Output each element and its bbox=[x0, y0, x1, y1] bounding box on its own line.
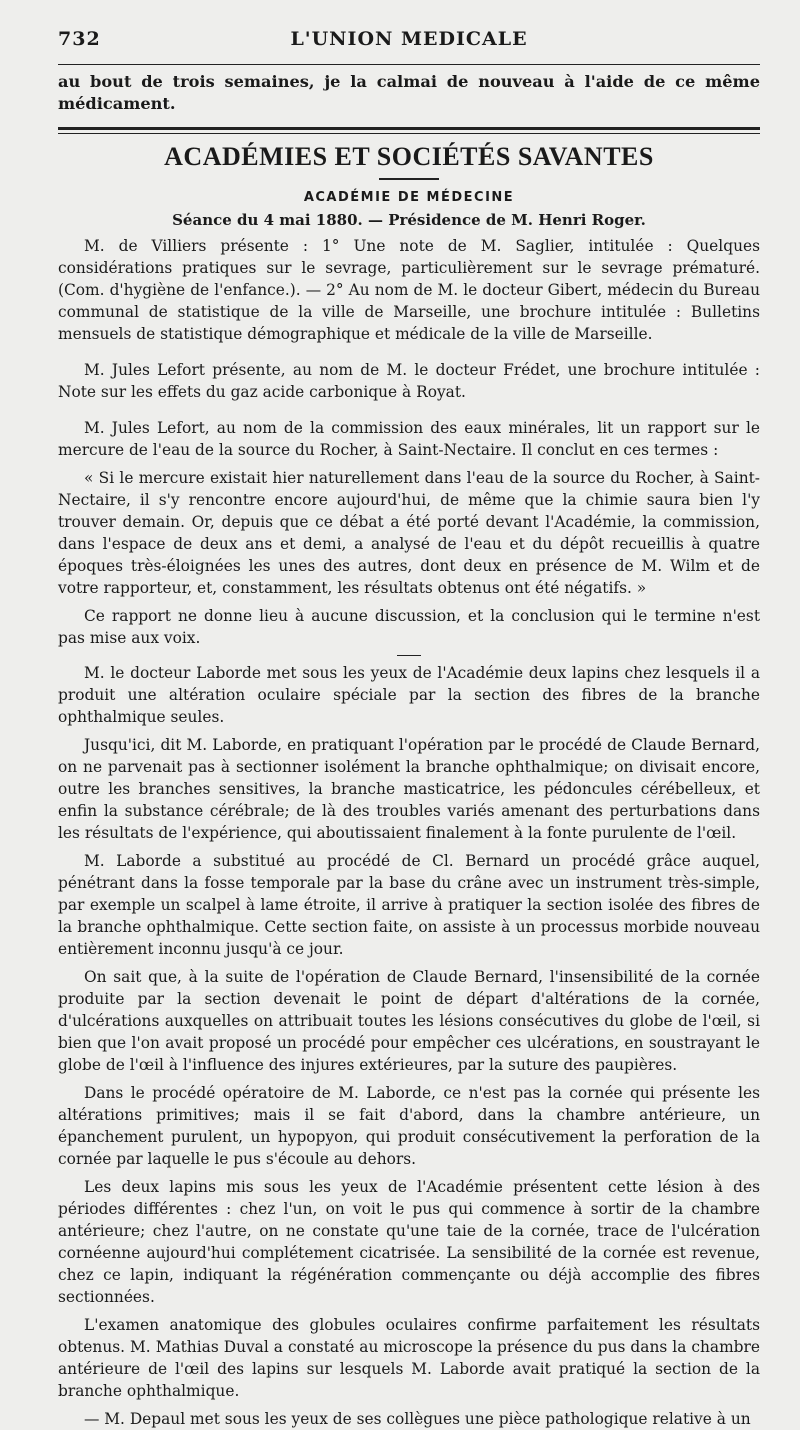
paragraph-laborde-jusqua: Jusqu'ici, dit M. Laborde, en pratiquant l'opération par le procédé de Claude Bernard, on ne parvenait pas à sectionner isolément la branche ophthalmique; on divisait encore, outre les branches sensitives, la branche masticatrice, les pédoncules cérébelleux, et enfin la substance cérébrale; de là des troubles variés amenant des perturbations dans les résultats de l'expérience, qui aboutissaient finalement à la fonte purulente de l'œil. bbox=[58, 736, 760, 842]
title-rule bbox=[379, 178, 439, 180]
paragraph-lefort-rapport: M. Jules Lefort, au nom de la commission des eaux minérales, lit un rapport sur le mercure de l'eau de la source du Rocher, à Saint-Nectaire. Il conclut en ces termes : bbox=[58, 419, 760, 459]
paragraph-deux-lapins: Les deux lapins mis sous les yeux de l'Académie présentent cette lésion à des périodes différentes : chez l'un, on voit le pus qui commence à sortir de la chambre antérieure; chez l'autre, on ne constate qu'une taie de la cornée, trace de l'ulcération cornéenne aujourd'hui complétement cicatrisée. La sensibilité de la cornée est revenue, chez ce lapin, indiquant la régénération commençante ou déjà accomplie des fibres sectionnées. bbox=[58, 1178, 760, 1306]
paragraph-separator bbox=[397, 655, 421, 656]
carry-over-text: au bout de trois semaines, je la calmai de nouveau à l'aide de ce même médicament. bbox=[58, 72, 760, 113]
paragraph-examen: L'examen anatomique des globules oculaires confirme parfaitement les résultats obtenus. M. Mathias Duval a constaté au microscope la présence du pus dans la chambre antérieure de l'œil des lapins sur lesquels M. Laborde avait pratiqué la section de la branche ophthalmique. bbox=[58, 1316, 760, 1400]
section-divider bbox=[58, 127, 760, 134]
spacer bbox=[58, 345, 760, 353]
journal-title: L'UNION MEDICALE bbox=[290, 28, 528, 50]
paragraph-laborde-intro: M. le docteur Laborde met sous les yeux de l'Académie deux lapins chez lesquels il a produit une altération oculaire spéciale par la section des fibres de la branche ophthalmique seules. bbox=[58, 664, 760, 726]
paragraph-depaul: — M. Depaul met sous les yeux de ses collègues une pièce pathologique relative à un bbox=[84, 1410, 751, 1428]
spacer bbox=[58, 403, 760, 411]
academy-subtitle: ACADÉMIE DE MÉDECINE bbox=[303, 190, 515, 205]
paragraph-conclusion: Ce rapport ne donne lieu à aucune discussion, et la conclusion qui le termine n'est pas mise aux voix. bbox=[58, 607, 760, 647]
paragraph-laborde-procede: M. Laborde a substitué au procédé de Cl. Bernard un procédé grâce auquel, pénétrant dans la fosse temporale par la base du crâne avec un instrument très-simple, par exemple un scalpel à lame étroite, il arrive à pratiquer la section isolée des fibres de la branche ophthalmique. Cette section faite, on assiste à un processus morbide nouveau entièrement inconnu jusqu'à ce jour. bbox=[58, 852, 760, 958]
paragraph-villiers: M. de Villiers présente : 1° Une note de M. Saglier, intitulée : Quelques considérations pratiques sur le sevrage, particulièrement sur le sevrage prématuré. (Com. d'hygiène de l'enfance.). — 2° Au nom de M. le docteur Gibert, médecin du Bureau communal de statistique de la ville de Marseille, une brochure intitulée : Bulletins mensuels de statistique démographique et médicale de la ville de Marseille. bbox=[58, 237, 760, 343]
paragraph-on-sait: On sait que, à la suite de l'opération de Claude Bernard, l'insensibilité de la cornée produite par la section devenait le point de départ d'altérations de la cornée, d'ulcérations auxquelles on attribuait toutes les lésions consécutives du globe de l'œil, si bien que l'on avait proposé un procédé pour empêcher ces ulcérations, en soustrayant le globe de l'œil à l'influence des injures extérieures, par la suture des paupières. bbox=[58, 968, 760, 1074]
page-number: 732 bbox=[58, 28, 101, 50]
header-rule bbox=[58, 64, 760, 65]
paragraph-quote: « Si le mercure existait hier naturellement dans l'eau de la source du Rocher, à Saint-Nectaire, il s'y rencontre encore aujourd'hui, de même que la chimie saura bien l'y trouver demain. Or, depuis que ce débat a été porté devant l'Académie, la commission, dans l'espace de deux ans et demi, a analysé de l'eau et du dépôt recueillis à quatre époques très-éloignées les unes des autres, dont deux en présence de M. Wilm et de votre rapporteur, et, constamment, les résultats obtenus ont été négatifs. » bbox=[58, 469, 760, 597]
paragraph-lefort-note: M. Jules Lefort présente, au nom de M. le docteur Frédet, une brochure intitulée : Note sur les effets du gaz acide carbonique à Royat. bbox=[58, 361, 760, 401]
section-title: ACADÉMIES ET SOCIÉTÉS SAVANTES bbox=[164, 142, 654, 171]
seance-line: Séance du 4 mai 1880. — Présidence de M. Henri Roger. bbox=[172, 211, 646, 229]
running-head bbox=[58, 28, 760, 58]
paragraph-dans-le-procede: Dans le procédé opératoire de M. Laborde, ce n'est pas la cornée qui présente les altérations primitives; mais il se fait d'abord, dans la chambre antérieure, un épanchement purulent, un hypopyon, qui produit consécutivement la perforation de la cornée par laquelle le pus s'écoule au dehors. bbox=[58, 1084, 760, 1168]
